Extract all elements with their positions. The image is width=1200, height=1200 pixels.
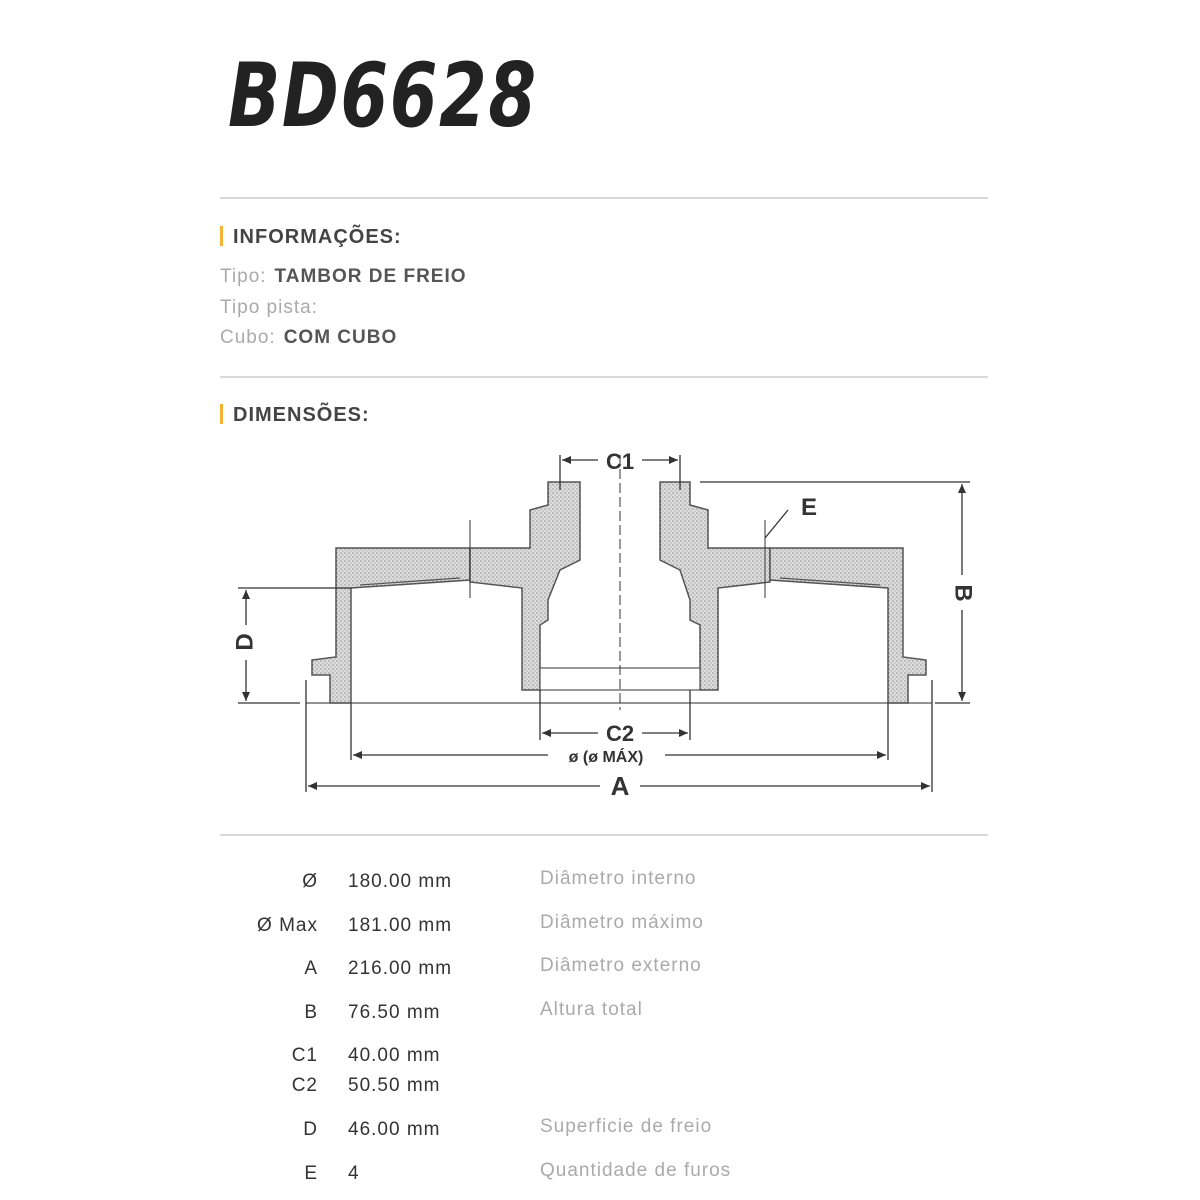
spec-desc: Diâmetro interno — [540, 868, 697, 889]
dim-label-c1: C1 — [605, 449, 635, 474]
spec-key: D — [303, 1119, 318, 1140]
spec-key: C2 — [291, 1075, 318, 1096]
spec-desc: Altura total — [540, 999, 643, 1020]
spec-value: 40.00 mm — [348, 1045, 441, 1066]
dim-label-e: E — [800, 494, 818, 521]
spec-key: Ø Max — [257, 915, 318, 936]
info-label: Tipo pista: — [220, 297, 318, 318]
info-value: COM CUBO — [283, 327, 398, 348]
spec-key: A — [304, 958, 318, 979]
spec-desc: Superficie de freio — [540, 1116, 713, 1137]
dim-label-b: B — [949, 584, 977, 602]
spec-value: 46.00 mm — [348, 1119, 441, 1140]
spec-value: 181.00 mm — [348, 915, 453, 936]
divider-bottom — [220, 834, 988, 836]
dim-label-c2: C2 — [605, 721, 635, 746]
info-heading-label: INFORMAÇÕES: — [233, 226, 402, 248]
spec-key: C1 — [291, 1045, 318, 1066]
spec-value: 180.00 mm — [348, 871, 453, 892]
spec-key: B — [304, 1002, 318, 1023]
info-label: Cubo: — [220, 327, 276, 348]
spec-value: 4 — [348, 1163, 360, 1184]
spec-key: E — [304, 1163, 318, 1184]
dim-label-diameter: ø (ø MÁX) — [568, 749, 644, 766]
dim-label-d: D — [231, 633, 259, 651]
product-code-title: BD6628 — [228, 44, 538, 147]
spec-value: 216.00 mm — [348, 958, 453, 979]
dim-label-a: A — [610, 771, 630, 801]
spec-value: 76.50 mm — [348, 1002, 441, 1023]
spec-desc: Diâmetro máximo — [540, 912, 704, 933]
spec-value: 50.50 mm — [348, 1075, 441, 1096]
spec-desc: Diâmetro externo — [540, 955, 702, 976]
dimensions-heading-label: DIMENSÕES: — [233, 404, 370, 426]
info-value: TAMBOR DE FREIO — [274, 266, 467, 287]
info-label: Tipo: — [220, 266, 267, 287]
spec-key: Ø — [302, 871, 318, 892]
spec-desc: Quantidade de furos — [540, 1160, 732, 1181]
